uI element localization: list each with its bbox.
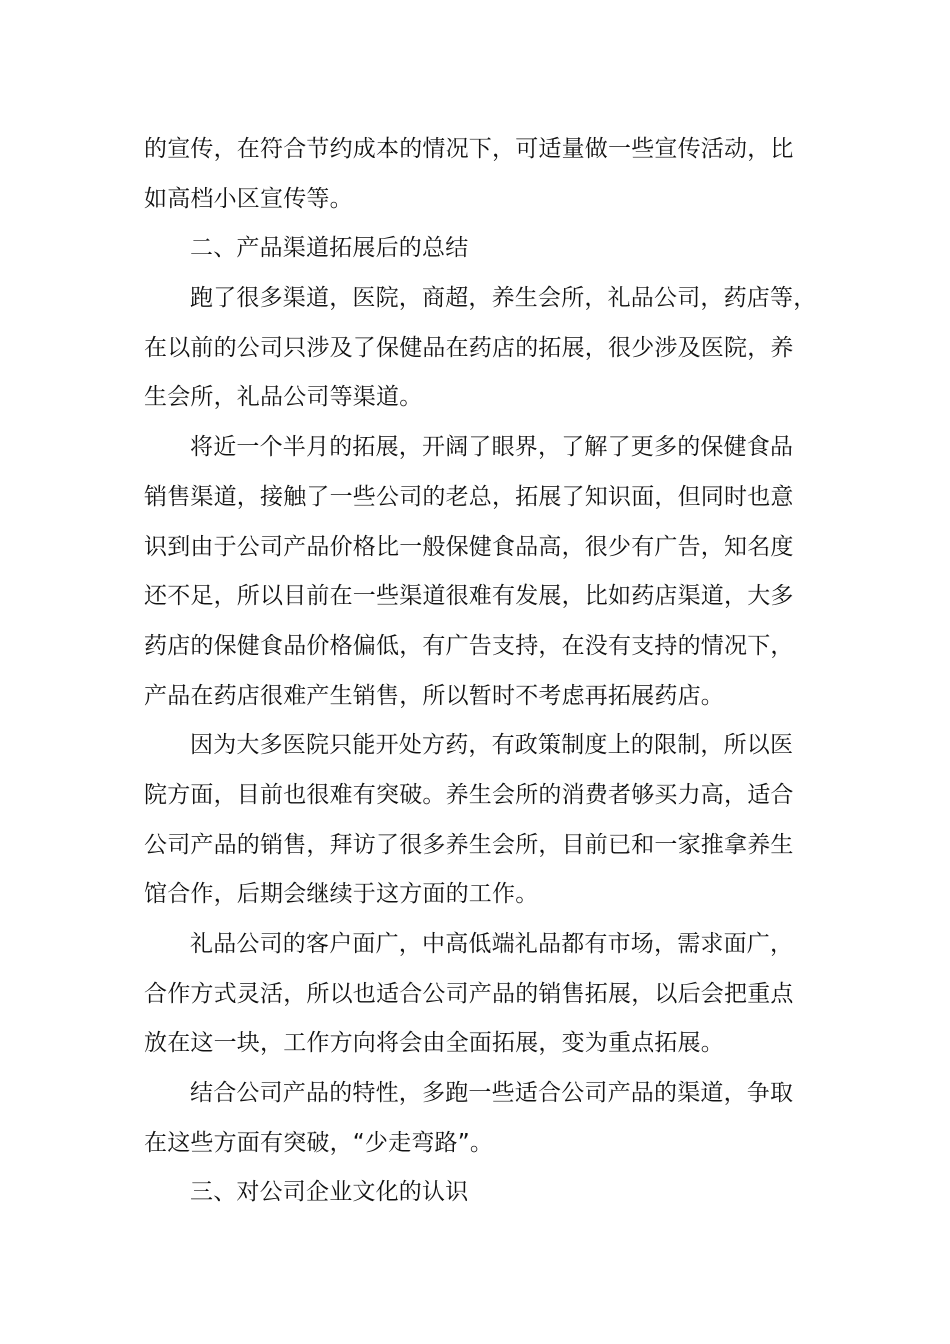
paragraph-line-first: 跑了很多渠道，医院，商超，养生会所，礼品公司，药店等， xyxy=(190,285,817,312)
paragraph-line: 合作方式灵活，所以也适合公司产品的销售拓展，以后会把重点 xyxy=(144,980,794,1007)
paragraph-line-first: 礼品公司的客户面广，中高低端礼品都有市场，需求面广， xyxy=(190,931,794,957)
paragraph-line: 销售渠道，接触了一些公司的老总，拓展了知识面，但同时也意 xyxy=(144,483,794,510)
paragraph-line: 馆合作，后期会继续于这方面的工作。 xyxy=(144,881,539,908)
paragraph-line: 放在这一块，工作方向将会由全面拓展，变为重点拓展。 xyxy=(144,1030,724,1057)
paragraph-line-first: 结合公司产品的特性，多跑一些适合公司产品的渠道，争取 xyxy=(190,1080,794,1107)
paragraph-line: 识到由于公司产品价格比一般保健食品高，很少有广告，知名度 xyxy=(144,533,794,560)
paragraph-line: 在以前的公司只涉及了保健品在药店的拓展，很少涉及医院，养 xyxy=(144,334,794,361)
body-line-continuation: 的宣传，在符合节约成本的情况下，可适量做一些宣传活动，比 xyxy=(144,136,794,162)
paragraph-line: 还不足，所以目前在一些渠道很难有发展，比如药店渠道，大多 xyxy=(144,583,794,610)
document-body xyxy=(144,125,817,1218)
paragraph-line-first: 将近一个半月的拓展，开阔了眼界，了解了更多的保健食品 xyxy=(190,434,794,461)
paragraph-line: 生会所，礼品公司等渠道。 xyxy=(144,384,423,411)
paragraph-line-first: 因为大多医院只能开处方药，有政策制度上的限制，所以医 xyxy=(190,732,794,759)
paragraph-line: 公司产品的销售，拜访了很多养生会所，目前已和一家推拿养生 xyxy=(144,831,794,858)
body-line-continuation: 如高档小区宣传等。 xyxy=(144,185,353,212)
section-heading-channel-summary: 二、产品渠道拓展后的总结 xyxy=(190,235,469,262)
paragraph-line: 产品在药店很难产生销售，所以暂时不考虑再拓展药店。 xyxy=(144,682,724,709)
section-heading-corporate-culture: 三、对公司企业文化的认识 xyxy=(190,1179,469,1206)
paragraph-line: 药店的保健食品价格偏低，有广告支持，在没有支持的情况下， xyxy=(144,632,794,659)
paragraph-line: 在这些方面有突破，“少走弯路”。 xyxy=(144,1129,494,1156)
paragraph-line: 院方面，目前也很难有突破。养生会所的消费者够买力高，适合 xyxy=(144,781,794,808)
